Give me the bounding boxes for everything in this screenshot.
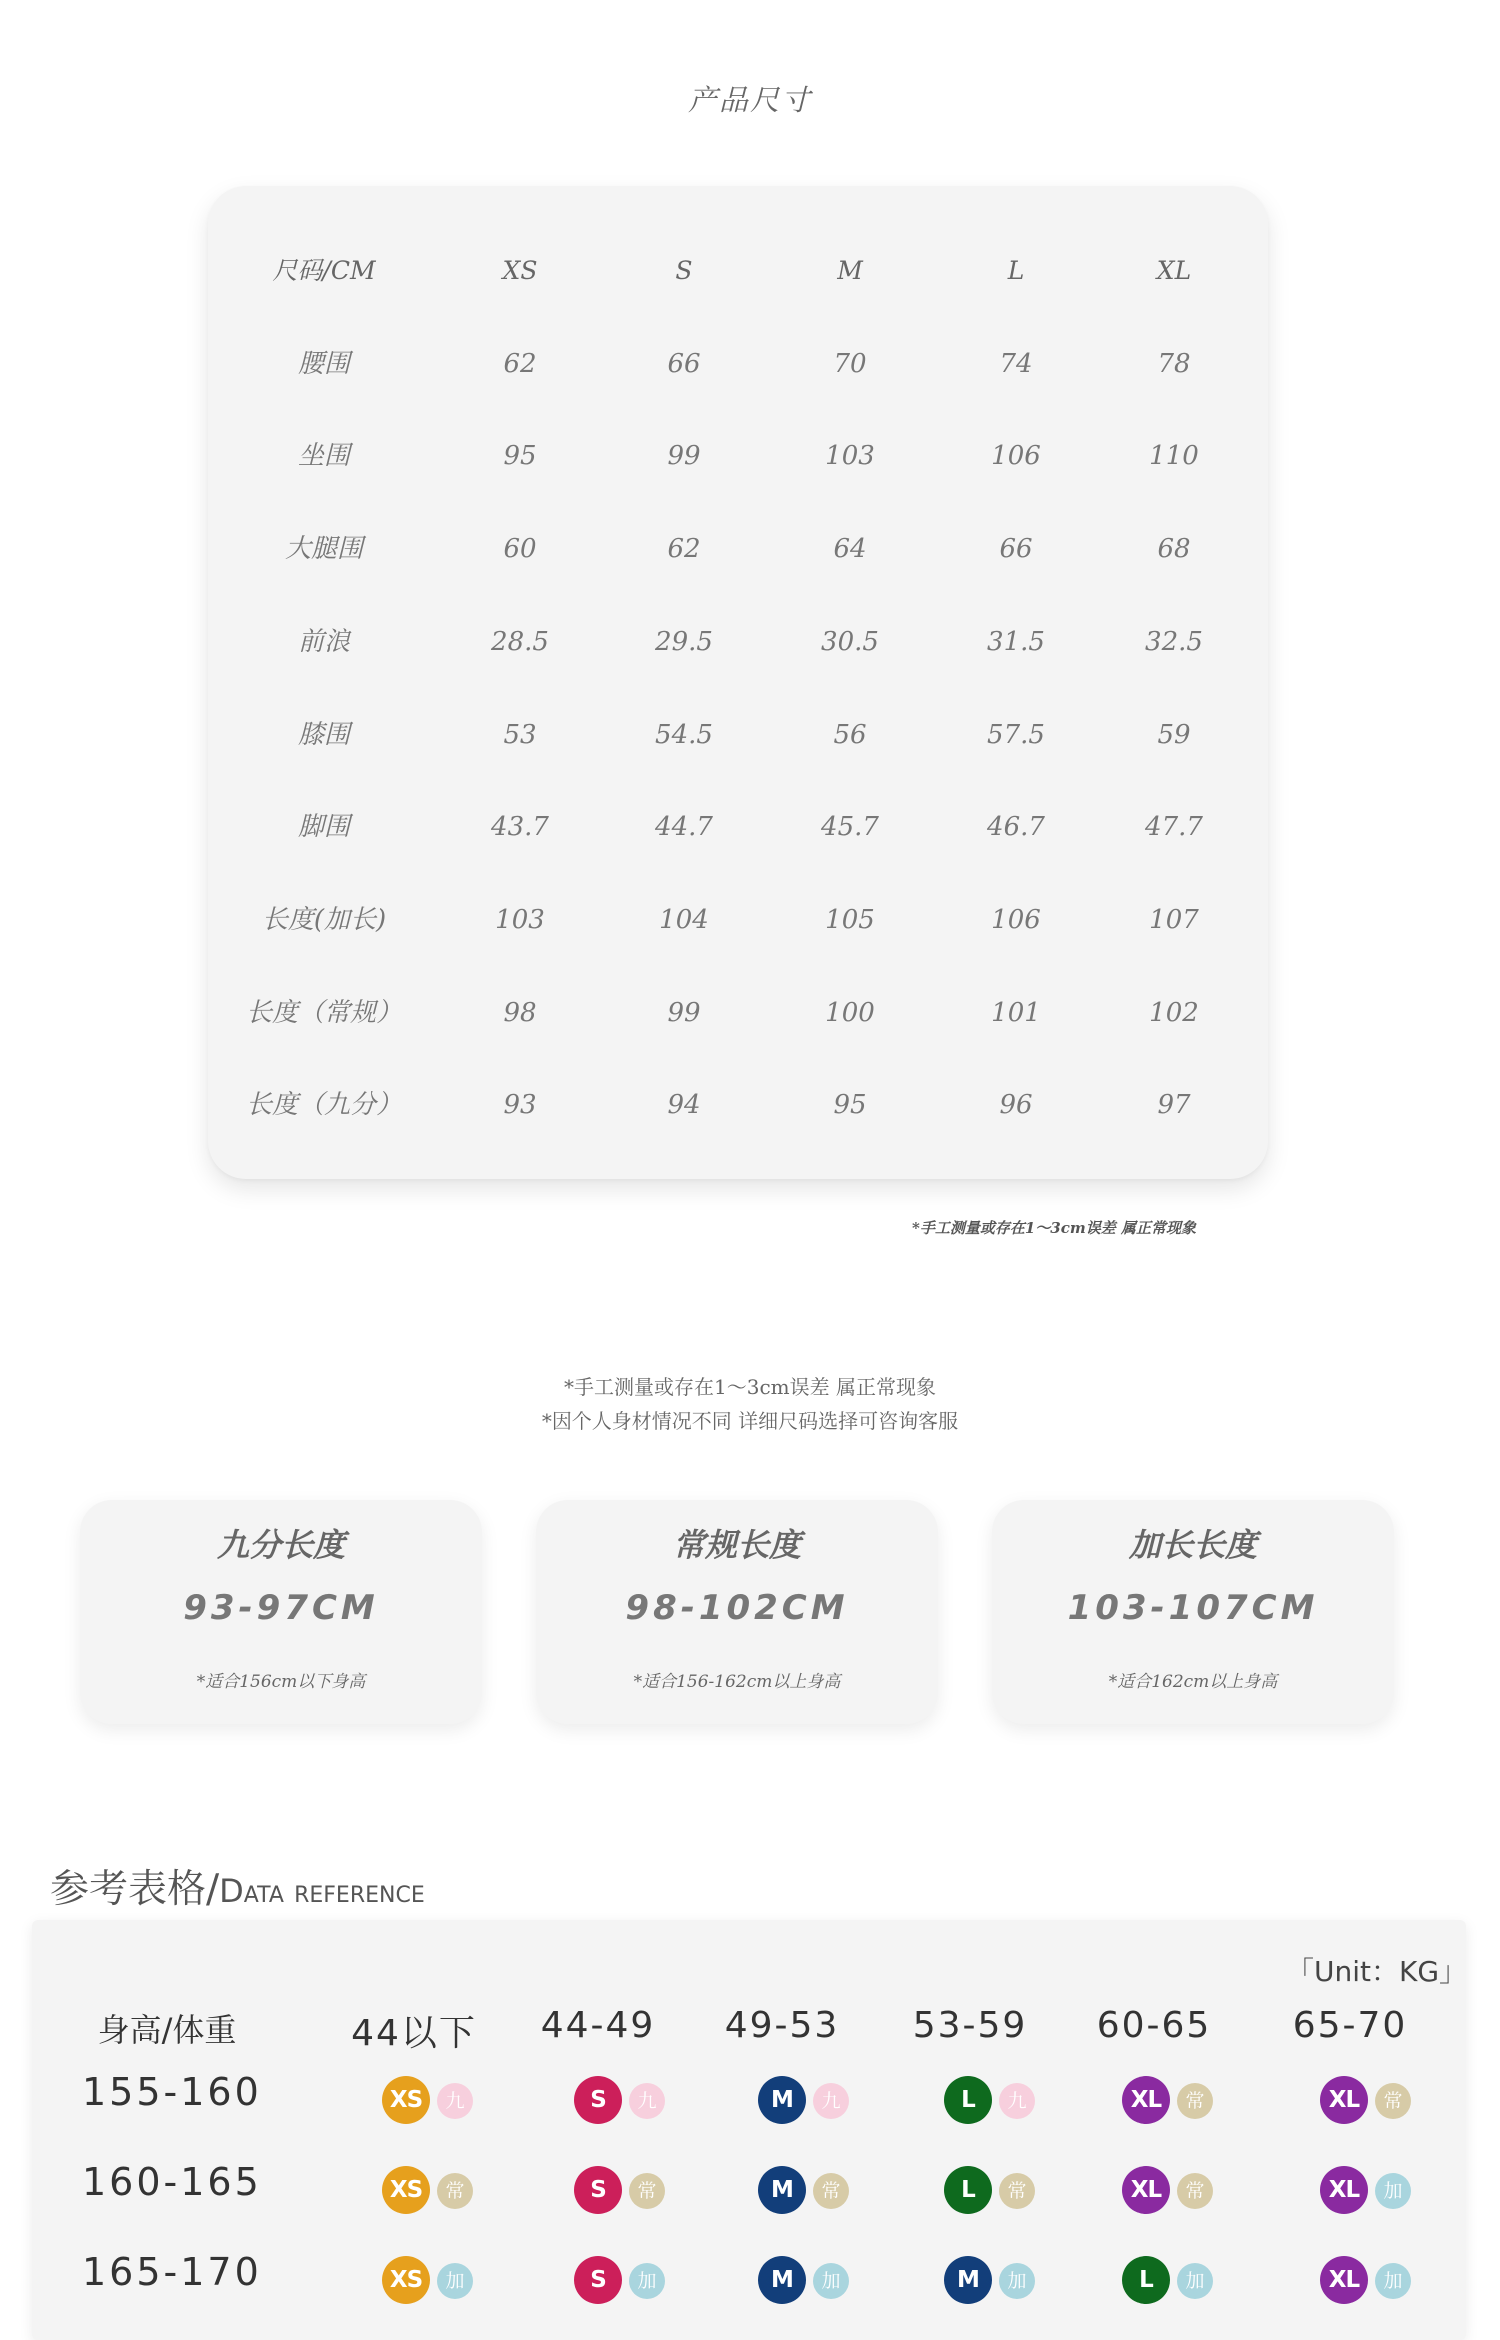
size-recommendation	[758, 2256, 868, 2304]
size-value-cell: 96	[999, 1090, 1033, 1121]
size-badge: M	[758, 2256, 806, 2304]
size-value-cell: 53	[503, 719, 537, 750]
size-badge: XL	[1320, 2076, 1368, 2124]
length-badge: 常	[1375, 2083, 1411, 2119]
size-table-row	[208, 983, 1268, 1043]
size-value-cell: 28.5	[491, 626, 549, 657]
size-table-row	[208, 519, 1268, 579]
size-value-cell: 29.5	[655, 626, 713, 657]
size-recommendation	[944, 2076, 1054, 2124]
length-card-range: 98-102CM	[625, 1588, 849, 1628]
size-table-row	[208, 890, 1268, 950]
weight-column-header: 65-70	[1292, 2005, 1408, 2046]
size-recommendation	[574, 2166, 684, 2214]
length-card-title: 九分长度	[216, 1526, 345, 1564]
length-card-changgui	[536, 1500, 938, 1724]
size-value-cell: 74	[999, 348, 1033, 379]
size-value-cell: 98	[503, 997, 537, 1028]
page-title: 产品尺寸	[687, 83, 812, 117]
unit-label: 「Unit：KG」	[1286, 1955, 1468, 1988]
measurement-label: 脚围	[297, 812, 351, 843]
height-row-label: 165-170	[82, 2250, 262, 2294]
size-value-cell: 78	[1157, 348, 1191, 379]
measurement-label: 腰围	[297, 348, 351, 379]
length-card-jiachang	[992, 1500, 1394, 1724]
size-recommendation	[758, 2076, 868, 2124]
size-value-cell: 94	[667, 1090, 701, 1121]
size-value-cell: 99	[667, 997, 701, 1028]
size-table-row	[208, 334, 1268, 394]
measurement-label: 长度（常规）	[245, 997, 403, 1028]
size-recommendation	[758, 2166, 868, 2214]
size-table-row	[208, 1075, 1268, 1135]
size-value-cell: 64	[833, 534, 867, 565]
size-badge: L	[1122, 2256, 1170, 2304]
length-card-note: *适合156-162cm以上身高	[633, 1672, 841, 1692]
note-line: *因个人身材情况不同 详细尺码选择可咨询客服	[541, 1409, 959, 1433]
size-value-cell: 104	[659, 904, 709, 935]
size-value-cell: 103	[825, 441, 875, 472]
length-card-note: *适合162cm以上身高	[1108, 1672, 1278, 1692]
size-badge: L	[944, 2166, 992, 2214]
size-badge: XS	[382, 2166, 430, 2214]
size-badge: XL	[1320, 2256, 1368, 2304]
measurement-label: 膝围	[297, 719, 351, 750]
size-badge: S	[574, 2256, 622, 2304]
size-value-cell: 100	[825, 997, 875, 1028]
size-value-cell: 60	[503, 534, 537, 565]
size-recommendation	[1122, 2256, 1232, 2304]
height-row-label: 160-165	[82, 2160, 262, 2204]
length-badge: 常	[629, 2173, 665, 2209]
size-column-header: M	[837, 256, 863, 285]
measurement-label: 长度（九分）	[245, 1090, 403, 1121]
size-badge: L	[944, 2076, 992, 2124]
size-value-cell: 95	[503, 441, 537, 472]
length-badge: 加	[999, 2263, 1035, 2299]
size-recommendation	[1320, 2166, 1430, 2214]
size-badge: M	[758, 2166, 806, 2214]
size-table-corner: 尺码/CM	[272, 256, 376, 285]
weight-column-header: 44-49	[540, 2005, 656, 2046]
size-badge: XL	[1320, 2166, 1368, 2214]
size-recommendation	[1320, 2076, 1430, 2124]
size-value-cell: 30.5	[821, 626, 879, 657]
length-badge: 九	[813, 2083, 849, 2119]
size-badge: XS	[382, 2076, 430, 2124]
length-badge: 九	[999, 2083, 1035, 2119]
size-badge: XS	[382, 2256, 430, 2304]
size-recommendation	[382, 2166, 492, 2214]
size-recommendation	[1320, 2256, 1430, 2304]
reference-heading-en: Data reference	[219, 1872, 425, 1910]
size-value-cell: 102	[1149, 997, 1199, 1028]
size-value-cell: 97	[1157, 1090, 1191, 1121]
weight-column-header: 49-53	[724, 2005, 840, 2046]
size-value-cell: 31.5	[987, 626, 1045, 657]
size-value-cell: 56	[833, 719, 867, 750]
size-value-cell: 44.7	[655, 812, 713, 843]
size-value-cell: 66	[999, 534, 1033, 565]
size-badge: M	[944, 2256, 992, 2304]
size-value-cell: 105	[825, 904, 875, 935]
length-badge: 常	[1177, 2083, 1213, 2119]
length-badge: 常	[437, 2173, 473, 2209]
length-badge: 加	[1177, 2263, 1213, 2299]
measurement-note: *手工测量或存在1～3cm误差 属正常现象	[912, 1219, 1196, 1237]
size-value-cell: 106	[991, 904, 1041, 935]
size-recommendation	[382, 2256, 492, 2304]
measurement-label: 长度(加长)	[261, 904, 387, 935]
size-value-cell: 54.5	[655, 719, 713, 750]
size-badge: XL	[1122, 2076, 1170, 2124]
size-column-header: XS	[502, 256, 538, 285]
measurement-label: 大腿围	[284, 534, 364, 565]
size-badge: S	[574, 2166, 622, 2214]
size-recommendation	[1122, 2166, 1232, 2214]
length-badge: 九	[629, 2083, 665, 2119]
size-value-cell: 103	[495, 904, 545, 935]
height-weight-label: 身高/体重	[97, 2011, 237, 2049]
size-recommendation	[944, 2166, 1054, 2214]
size-table-row	[208, 797, 1268, 857]
size-recommendation	[382, 2076, 492, 2124]
size-value-cell: 95	[833, 1090, 867, 1121]
length-badge: 常	[1177, 2173, 1213, 2209]
size-value-cell: 107	[1149, 904, 1199, 935]
size-value-cell: 106	[991, 441, 1041, 472]
size-recommendation	[574, 2256, 684, 2304]
weight-column-header: 44以下	[351, 2013, 477, 2054]
length-badge: 加	[629, 2263, 665, 2299]
size-value-cell: 47.7	[1145, 812, 1203, 843]
size-badge: XL	[1122, 2166, 1170, 2214]
size-value-cell: 62	[503, 348, 537, 379]
reference-heading	[50, 1858, 425, 1914]
length-badge: 九	[437, 2083, 473, 2119]
size-table-row	[208, 705, 1268, 765]
length-card-range: 93-97CM	[183, 1588, 379, 1628]
length-badge: 常	[999, 2173, 1035, 2209]
size-value-cell: 68	[1157, 534, 1191, 565]
size-value-cell: 110	[1149, 441, 1199, 472]
size-table-card	[208, 186, 1268, 1179]
size-table-row	[208, 426, 1268, 486]
size-value-cell: 93	[503, 1090, 537, 1121]
size-value-cell: 45.7	[821, 812, 879, 843]
size-value-cell: 46.7	[987, 812, 1045, 843]
size-recommendation	[944, 2256, 1054, 2304]
size-value-cell: 32.5	[1145, 626, 1203, 657]
size-column-header: XL	[1156, 256, 1192, 285]
reference-table-card	[32, 1920, 1466, 2340]
size-value-cell: 70	[833, 348, 867, 379]
size-table-row	[208, 612, 1268, 672]
notes-block	[0, 1370, 1500, 1438]
length-badge: 加	[437, 2263, 473, 2299]
reference-heading-cn: 参考表格/	[50, 1867, 220, 1912]
length-card-title: 加长长度	[1128, 1526, 1257, 1564]
measurement-label: 前浪	[297, 626, 351, 657]
measurement-label: 坐围	[297, 441, 351, 472]
length-card-note: *适合156cm以下身高	[196, 1672, 366, 1692]
size-value-cell: 43.7	[491, 812, 549, 843]
size-value-cell: 66	[667, 348, 701, 379]
length-card-jiufen	[80, 1500, 482, 1724]
size-value-cell: 57.5	[987, 719, 1045, 750]
size-value-cell: 59	[1157, 719, 1191, 750]
size-table-header	[208, 241, 1268, 301]
note-line: *手工测量或存在1～3cm误差 属正常现象	[564, 1375, 936, 1399]
weight-column-header: 53-59	[912, 2005, 1028, 2046]
size-value-cell: 101	[991, 997, 1041, 1028]
length-card-range: 103-107CM	[1067, 1588, 1319, 1628]
size-column-header: S	[675, 256, 693, 285]
size-recommendation	[574, 2076, 684, 2124]
size-value-cell: 62	[667, 534, 701, 565]
height-row-label: 155-160	[82, 2070, 262, 2114]
size-badge: S	[574, 2076, 622, 2124]
size-recommendation	[1122, 2076, 1232, 2124]
weight-column-header: 60-65	[1096, 2005, 1212, 2046]
length-badge: 加	[1375, 2173, 1411, 2209]
size-column-header: L	[1007, 256, 1025, 285]
size-badge: M	[758, 2076, 806, 2124]
length-badge: 常	[813, 2173, 849, 2209]
size-value-cell: 99	[667, 441, 701, 472]
length-badge: 加	[813, 2263, 849, 2299]
length-card-title: 常规长度	[672, 1526, 801, 1564]
length-badge: 加	[1375, 2263, 1411, 2299]
